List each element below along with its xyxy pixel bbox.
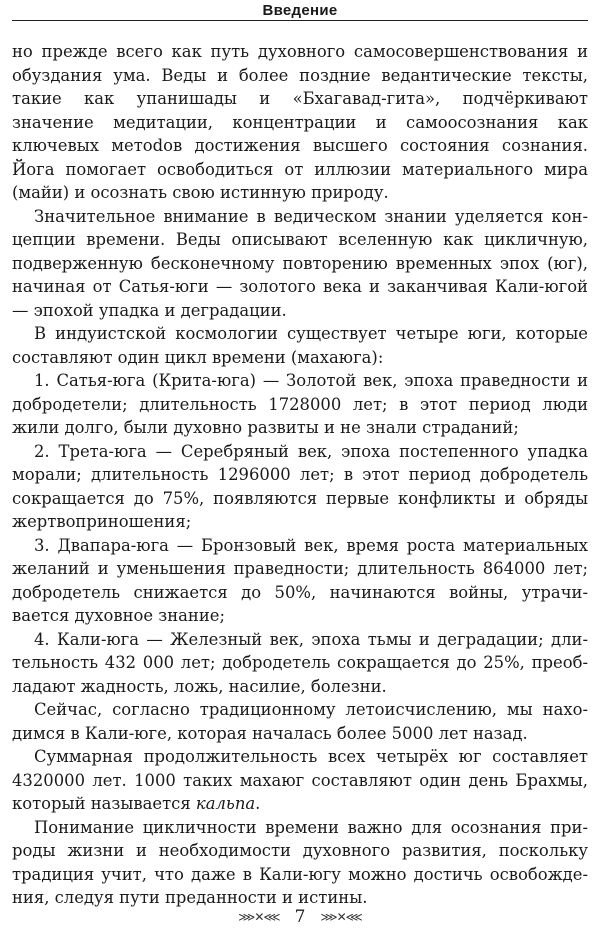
list-item-dvapara-yuga: 3. Двапара-юга — Бронзовый век, время роста материальных желаний и уменьшения праведности; длительность 864000 лет; добродетель снижается до 50%, начинаются войны, утрачивается духовное знание; xyxy=(12,535,588,625)
page-body xyxy=(12,40,588,910)
list-item-kali-yuga: 4. Кали-юга — Железный век, эпоха тьмы и деградации; длительность 432 000 лет; добродетель сокращается до 25%, преобладают жадность, ложь, насилие, болезни. xyxy=(12,629,588,696)
ornament-left-icon: ⋙✕⋘ xyxy=(238,910,280,924)
list-item-satya-yuga: 1. Сатья-юга (Крита-юга) — Золотой век, эпоха праведности и добродетели; длительность 1728000 лет; в этот период люди жили долго, были духовно развиты и не знали страданий; xyxy=(12,371,588,437)
paragraph-total-duration xyxy=(12,745,588,816)
kalpa-term: кальпа xyxy=(195,794,256,813)
running-header xyxy=(12,0,588,21)
total-duration-text: Суммарная продолжительность всех четырёх юг составляет 4320000 лет. 1000 таких махаюг составляют один день Брахмы, который называется xyxy=(12,747,588,813)
kalpa-suffix: . xyxy=(255,794,261,813)
page-number: 7 xyxy=(294,907,306,927)
header-title: Введение xyxy=(262,2,338,19)
paragraph-continuation: но прежде всего как путь духовного самосовершенствования и обуздания ума. Веды и более поздние ведантические тексты, такие как упанишады и «Бхагавад-гита», подчёркивают значение медитации, концентрации и самоосознания как ключевых метоdов достижения высшего состояния сознания. Йога помогает освободиться от иллюзии материального мира (майи) и осознать свою истинную природу. xyxy=(12,42,588,202)
paragraph-current-era: Сейчас, согласно традиционному летоисчислению, мы находимся в Кали-юге, которая началась более 5000 лет назад. xyxy=(12,700,588,743)
paragraph-four-yugas-intro: В индуистской космологии существует четыре юги, которые составляют один цикл времени (махаюга): xyxy=(12,324,588,367)
ornament-right-icon: ⋙✕⋘ xyxy=(320,910,362,924)
paragraph-time-concept: Значительное внимание в ведическом знании уделяется концепции времени. Веды описывают вселенную как цикличную, подверженную бесконечному повторению временных эпох (юг), начиная от Сатья-юги — золотого века и заканчивая Кали-югой — эпохой упадка и деградации. xyxy=(12,206,588,320)
paragraph-conclusion: Понимание цикличности времени важно для осознания природы жизни и необходимости духовного развития, поскольку традиция учит, что даже в Кали-югу можно достичь освобождения, следуя пути преданности и истины. xyxy=(12,817,588,907)
page-footer xyxy=(0,907,600,928)
list-item-treta-yuga: 2. Трета-юга — Серебряный век, эпоха постепенного упадка морали; длительность 1296000 лет; в этот период добродетель сокращается до 75%, появляются первые конфликты и обряды жертвоприношения; xyxy=(12,441,588,531)
